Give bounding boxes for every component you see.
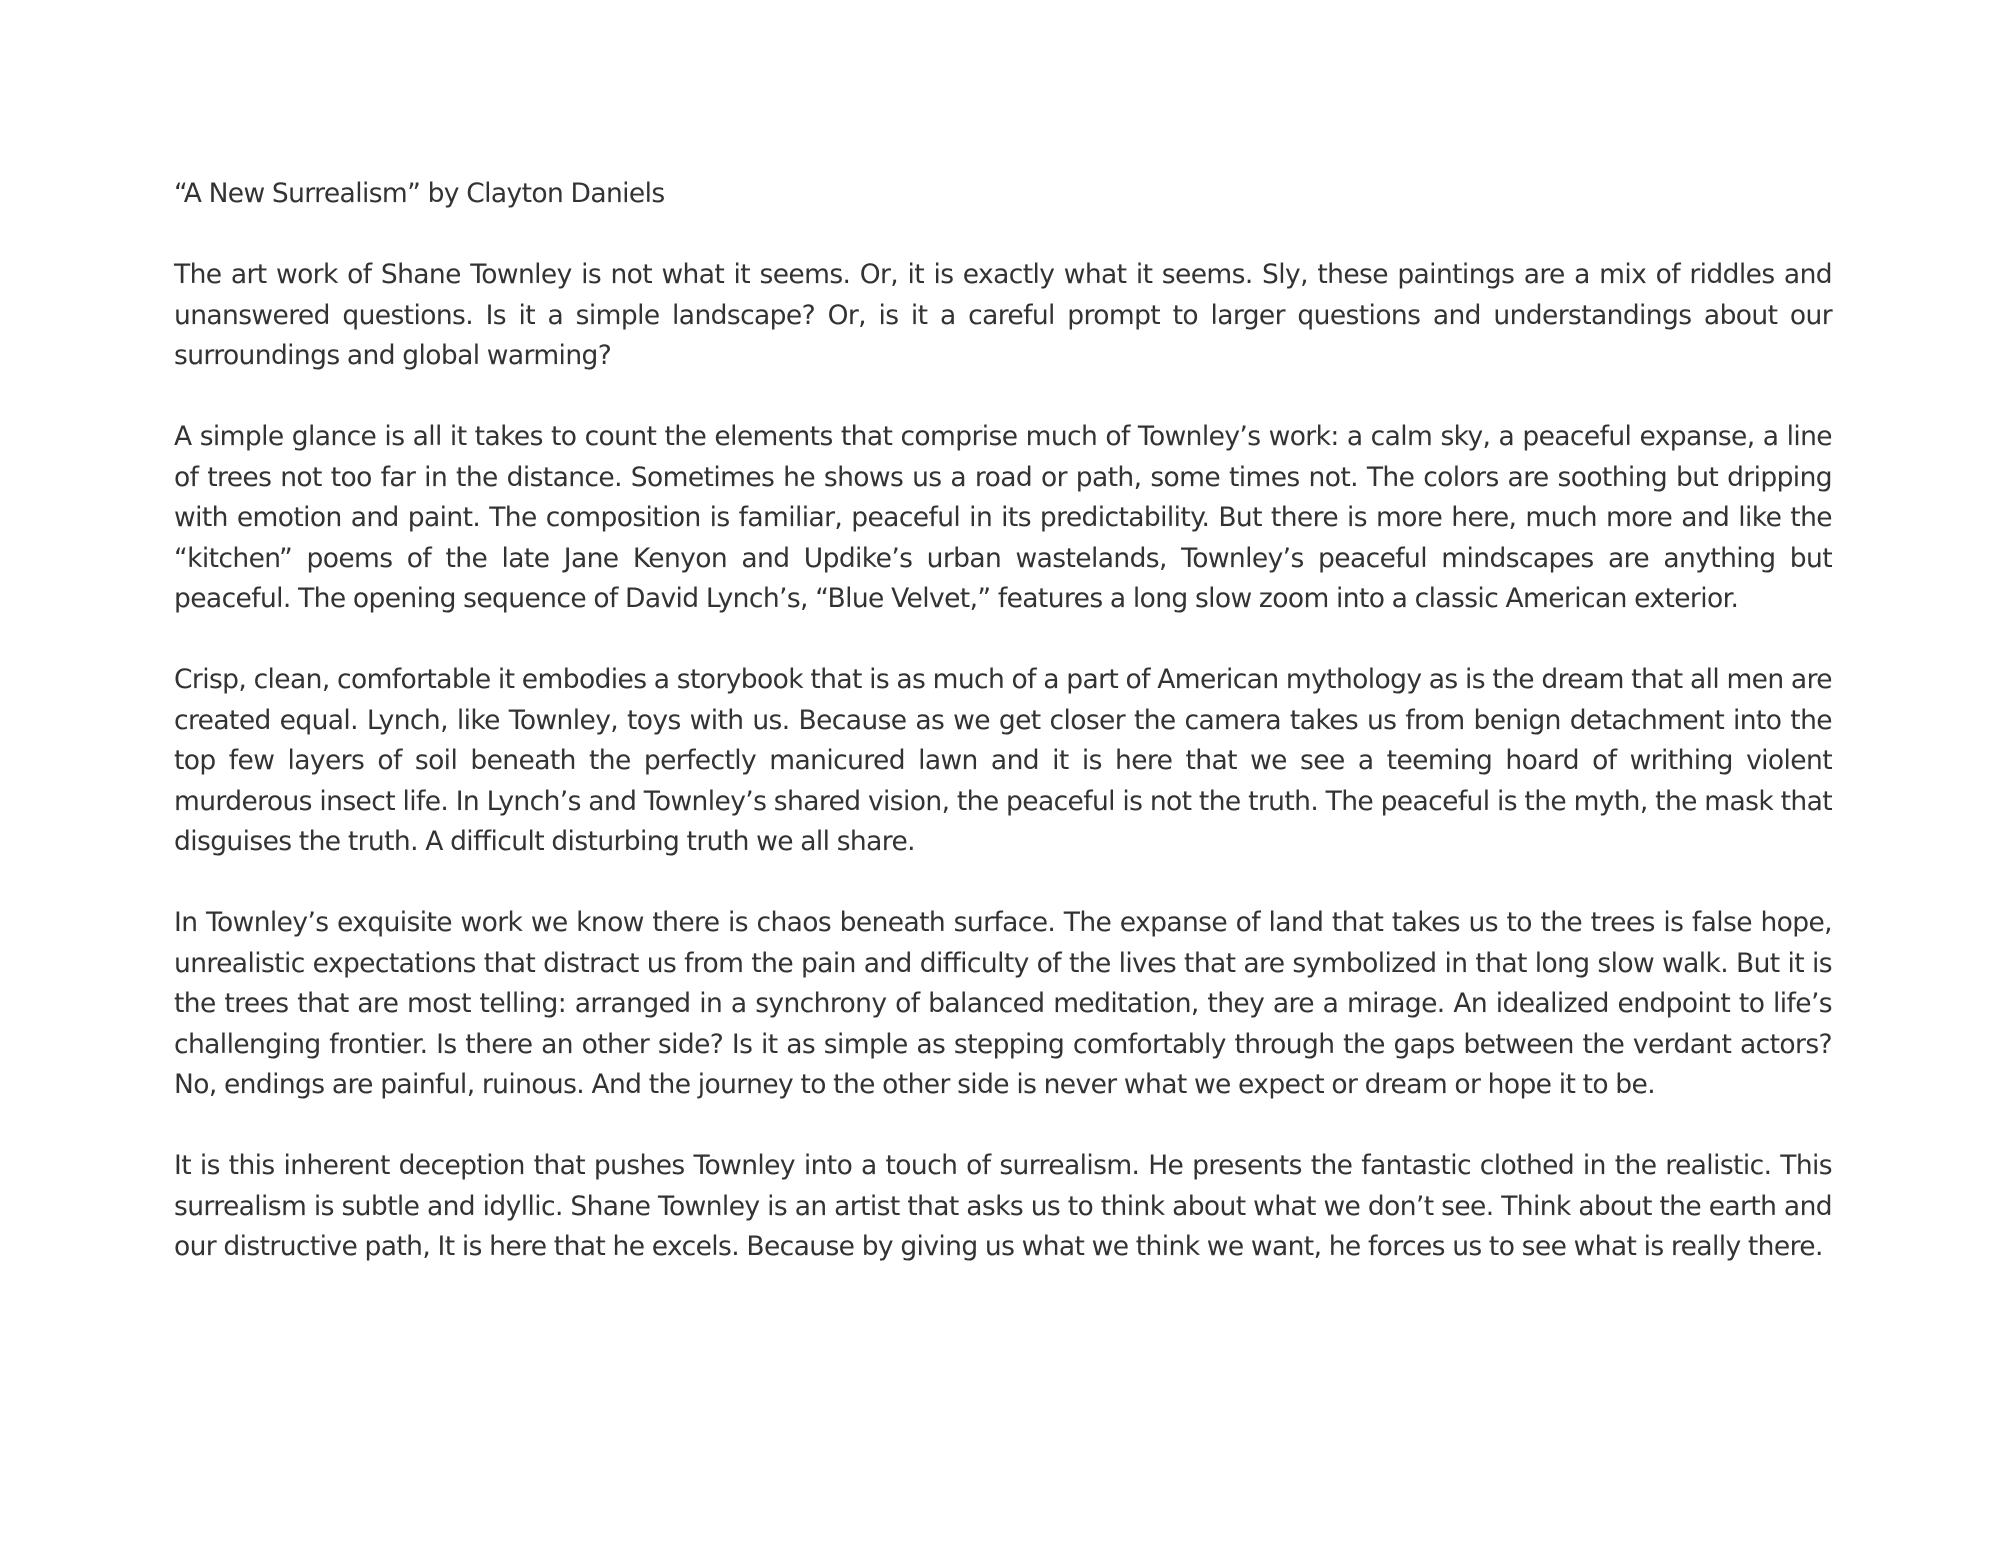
paragraph-3: Crisp, clean, comfortable it embodies a storybook that is as much of a part of American mythology as is the dream that all men are created equal. Lynch, like Townley, toys with us. Because as we get closer the camera takes us from benign detachment into the top few layers of soil beneath the perfectly manicured lawn and it is here that we see a teeming hoard of writhing violent murderous insect life. In Lynch’s and Townley’s shared vision, the peaceful is not the truth. The peaceful is the myth, the mask that disguises the truth. A difficult disturbing truth we all share.: [174, 664, 1832, 857]
document-body: [174, 174, 1832, 1268]
paragraph-2: A simple glance is all it takes to count the elements that comprise much of Townley’s work: a calm sky, a peaceful expanse, a line of trees not too far in the distance. Sometimes he shows us a road or path, some times not. The colors are soothing but dripping with emotion and paint. The composition is familiar, peaceful in its predictability. But there is more here, much more and like the “kitchen” poems of the late Jane Kenyon and Updike’s urban wastelands, Townley’s peaceful mindscapes are anything but peaceful. The opening sequence of David Lynch’s, “Blue Velvet,” features a long slow zoom into a classic American exterior.: [174, 421, 1832, 614]
paragraph-1: The art work of Shane Townley is not what it seems. Or, it is exactly what it seems. Sly, these paintings are a mix of riddles and unanswered questions. Is it a simple landscape? Or, is it a careful prompt to larger questions and understandings about our surroundings and global warming?: [174, 259, 1832, 371]
essay-title: “A New Surrealism” by Clayton Daniels: [174, 178, 665, 209]
paragraph-4: In Townley’s exquisite work we know there is chaos beneath surface. The expanse of land that takes us to the trees is false hope, unrealistic expectations that distract us from the pain and difficulty of the lives that are symbolized in that long slow walk. But it is the trees that are most telling: arranged in a synchrony of balanced meditation, they are a mirage. An idealized endpoint to life’s challenging frontier. Is there an other side? Is it as simple as stepping comfortably through the gaps between the verdant actors? No, endings are painful, ruinous. And the journey to the other side is never what we expect or dream or hope it to be.: [174, 907, 1832, 1100]
paragraph-5: It is this inherent deception that pushes Townley into a touch of surrealism. He presents the fantastic clothed in the realistic. This surrealism is subtle and idyllic. Shane Townley is an artist that asks us to think about what we don’t see. Think about the earth and our distructive path, It is here that he excels. Because by giving us what we think we want, he forces us to see what is really there.: [174, 1150, 1832, 1262]
